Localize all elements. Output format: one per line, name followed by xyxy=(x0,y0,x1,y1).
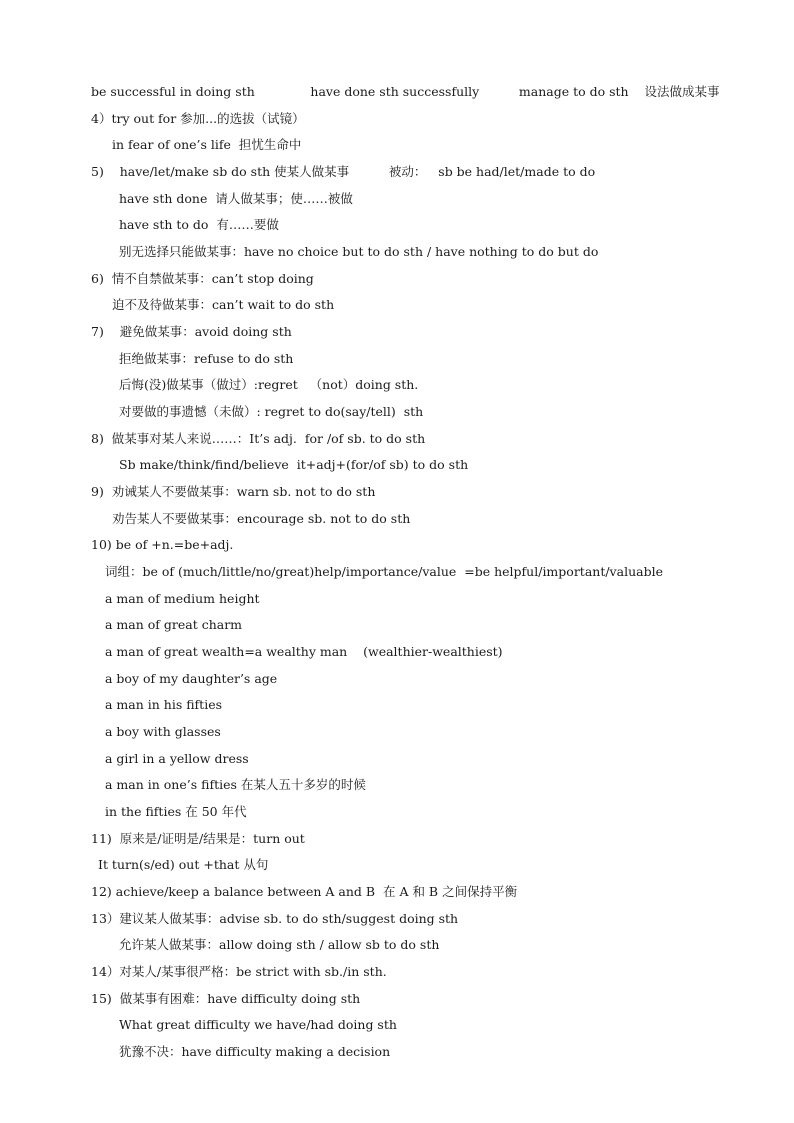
text-line-25: a boy with glasses xyxy=(105,724,221,739)
text-line-35: 15) 做某事有困难：have difficulty doing sth xyxy=(91,991,361,1006)
text-line-31: 12) achieve/keep a balance between A and B 在 A 和 B 之间保持平衡 xyxy=(91,884,518,899)
text-line-21: a man of great charm xyxy=(105,617,243,632)
text-line-24: a man in his fifties xyxy=(105,697,223,712)
text-line-1: be successful in doing sth have done sth successfully manage to do sth 设法做成某事 xyxy=(91,84,720,99)
text-line-6: have sth to do 有……要做 xyxy=(119,217,279,232)
text-line-33: 允许某人做某事：allow doing sth / allow sb to do sth xyxy=(119,937,440,952)
text-line-32: 13）建议某人做某事：advise sb. to do sth/suggest doing sth xyxy=(91,911,459,926)
text-line-18: 10) be of +n.=be+adj. xyxy=(91,537,234,552)
text-line-10: 7) 避免做某事：avoid doing sth xyxy=(91,324,292,339)
text-line-36: What great difficulty we have/had doing sth xyxy=(119,1017,397,1032)
text-line-26: a girl in a yellow dress xyxy=(105,751,249,766)
text-line-4: 5) have/let/make sb do sth 使某人做某事 被动： sb be had/let/made to do xyxy=(91,164,596,179)
text-line-11: 拒绝做某事：refuse to do sth xyxy=(119,351,294,366)
text-line-2: 4）try out for 参加...的选拔（试镜） xyxy=(91,111,305,126)
text-line-22: a man of great wealth=a wealthy man (wealthier-wealthiest) xyxy=(105,644,503,659)
text-line-29: 11) 原来是/证明是/结果是：turn out xyxy=(91,831,305,846)
text-line-16: 9) 劝诫某人不要做某事：warn sb. not to do sth xyxy=(91,484,376,499)
text-line-34: 14）对某人/某事很严格：be strict with sb./in sth. xyxy=(91,964,387,979)
text-line-9: 迫不及待做某事：can’t wait to do sth xyxy=(112,297,335,312)
text-line-30: It turn(s/ed) out +that 从句 xyxy=(98,857,269,872)
text-line-27: a man in one’s fifties 在某人五十多岁的时候 xyxy=(105,777,366,792)
text-line-3: in fear of one’s life 担忧生命中 xyxy=(112,137,302,152)
text-line-19: 词组：be of (much/little/no/great)help/importance/value =be helpful/important/valuable xyxy=(105,564,663,579)
text-line-20: a man of medium height xyxy=(105,591,260,606)
text-line-15: Sb make/think/find/believe it+adj+(for/of sb) to do sth xyxy=(119,457,469,472)
text-line-7: 别无选择只能做某事：have no choice but to do sth / have nothing to do but do xyxy=(119,244,599,259)
text-line-12: 后悔(没)做某事（做过）:regret （not）doing sth. xyxy=(119,377,419,392)
text-line-28: in the fifties 在 50 年代 xyxy=(105,804,247,819)
text-line-37: 犹豫不决：have difficulty making a decision xyxy=(119,1044,391,1059)
text-line-14: 8) 做某事对某人来说……：It’s adj. for /of sb. to do sth xyxy=(91,431,426,446)
text-line-23: a boy of my daughter’s age xyxy=(105,671,278,686)
text-line-8: 6) 情不自禁做某事：can’t stop doing xyxy=(91,271,314,286)
text-line-13: 对要做的事遗憾（未做）: regret to do(say/tell) sth xyxy=(119,404,424,419)
text-line-5: have sth done 请人做某事；使……被做 xyxy=(119,191,353,206)
text-line-17: 劝告某人不要做某事：encourage sb. not to do sth xyxy=(112,511,411,526)
